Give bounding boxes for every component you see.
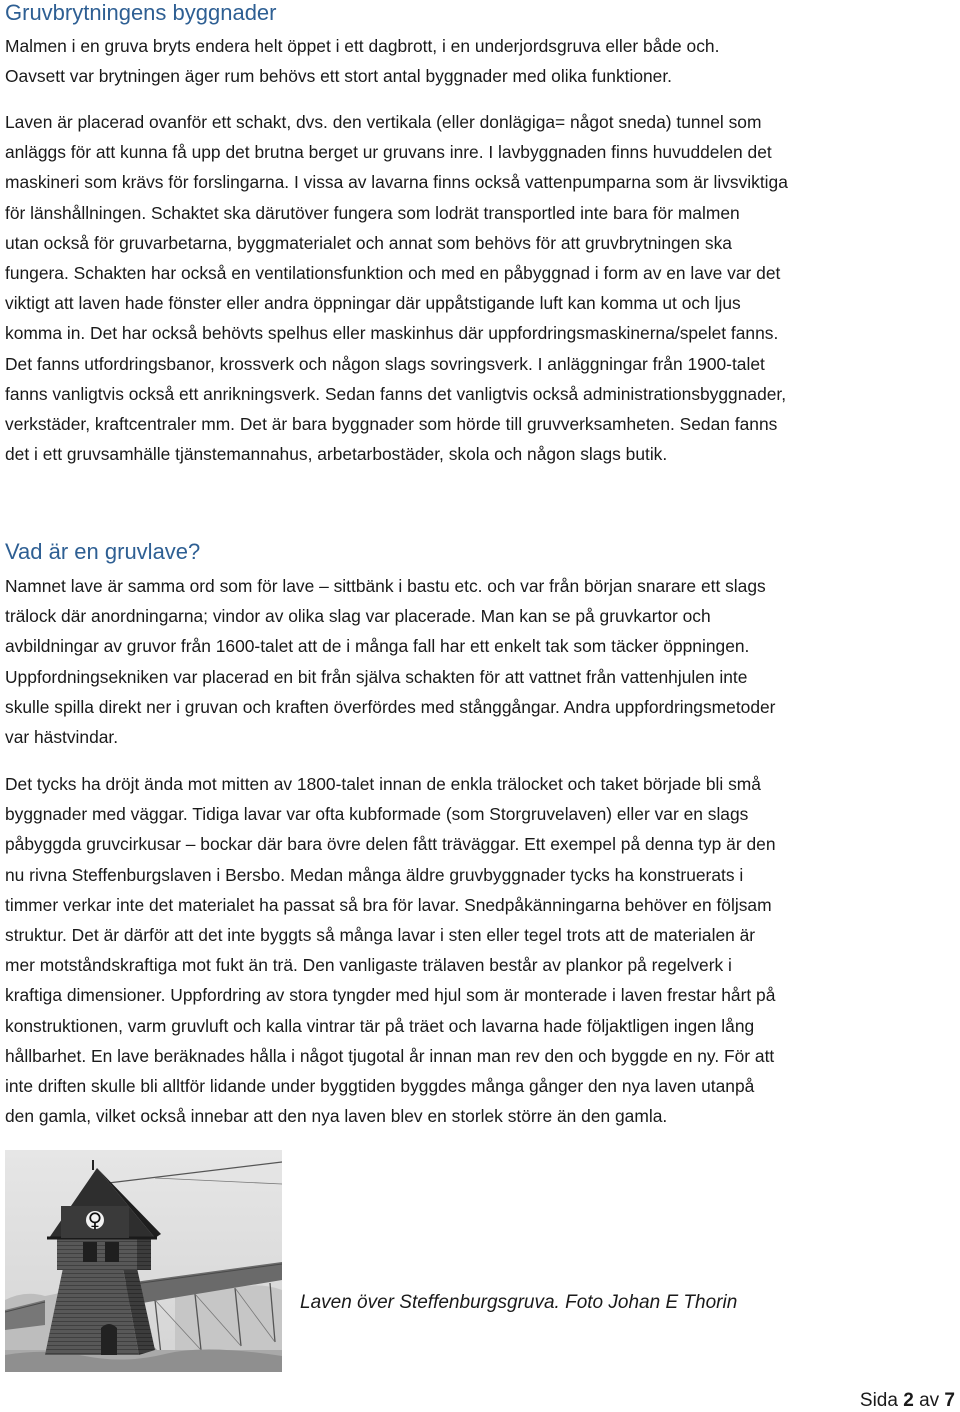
text-line: struktur. Det är därför att det inte byggts så många lavar i sten eller tegel trots att de materialen är — [5, 924, 756, 945]
intro-paragraph — [5, 31, 719, 91]
text-line: viktigt att laven hade fönster eller andra öppningar där uppåtstigande luft kan komma ut och ljus — [5, 293, 741, 314]
text-line: Det tycks ha dröjt ända mot mitten av 1800-talet innan de enkla trälocket och taket började bli små — [5, 774, 761, 794]
text-line: Malmen i en gruva bryts endera helt öppet i ett dagbrott, i en underjordsgruva eller både och. — [5, 36, 720, 56]
total-pages: 7 — [944, 1390, 955, 1411]
text-line: maskineri som krävs för forslingarna. I vissa av lavarna finns också vattenpumparna som är livsviktiga — [5, 172, 788, 193]
page-separator: av — [919, 1390, 940, 1411]
text-line: verkstäder, kraftcentraler mm. Det är bara byggnader som hörde till gruvverksamheten. Sedan fanns — [5, 413, 778, 434]
text-line: påbyggda gruvcirkusar – bockar där bara övre delen fått träväggar. Ett exempel på denna typ är den — [5, 834, 776, 855]
text-line: timmer verkar inte det materialet ha passat så bra för lavar. Snedpåkänningarna behöver en följsam — [5, 894, 772, 915]
text-line: anläggs för att kunna få upp det brutna berget ur gruvans inre. I lavbyggnaden finns huvuddelen det — [5, 142, 772, 163]
lave-history-paragraph — [5, 769, 776, 1131]
text-line: trälock där anordningarna; vindor av olika slag var placerade. Man kan se på gruvkartor och — [5, 606, 711, 627]
text-line: nu rivna Steffenburgslaven i Bersbo. Medan många äldre gruvbyggnader tycks ha konstruerats i — [5, 864, 744, 885]
text-line: Laven är placerad ovanför ett schakt, dvs. den vertikala (eller donlägiga= något sneda) tunnel som — [5, 112, 762, 132]
text-line: den gamla, vilket också innebar att den nya laven blev en storlek större än den gamla. — [5, 1106, 668, 1127]
text-line: Oavsett var brytningen äger rum behövs ett stort antal byggnader med olika funktioner. — [5, 66, 673, 87]
section-heading-what-is-lave: Vad är en gruvlave? — [5, 539, 201, 564]
text-line: Namnet lave är samma ord som för lave – sittbänk i bastu etc. och var från början snarare ett slags — [5, 576, 766, 596]
text-line: skulle spilla direkt ner i gruvan och kraften överfördes med stånggångar. Andra uppfordringsmetoder — [5, 696, 776, 717]
text-line: hållbarhet. En lave beräknades hålla i något tjugotal år innan man rev den och byggde en ny. För att — [5, 1045, 775, 1066]
lave-name-paragraph — [5, 571, 775, 752]
text-line: byggnader med väggar. Tidiga lavar var ofta kubformade (som Storgruvelaven) eller var en slags — [5, 804, 749, 825]
page-label: Sida — [859, 1390, 898, 1411]
text-line: Uppfordningsekniken var placerad en bit från själva schakten för att vattnet från vattenhjulen inte — [5, 666, 748, 687]
text-line: för länshållningen. Schaktet ska därutöver fungera som lodrät transportled inte bara för malmen — [5, 202, 740, 223]
venus-symbol-icon: ♀ — [87, 1208, 103, 1232]
text-line: fungera. Schakten har också en ventilationsfunktion och med en påbyggnad i form av en lave var det — [5, 262, 781, 283]
current-page: 2 — [903, 1390, 914, 1411]
text-line: fanns vanligtvis också ett anrikningsverk. Sedan fanns det vanligtvis också administrationsbyggnader, — [5, 383, 787, 404]
text-line: avbildningar av gruvor från 1600-talet att de i många fall har ett enkelt tak som täcker öppningen. — [5, 636, 750, 657]
text-line: konstruktionen, varm gruvluft och kalla vintrar tär på träet och lavarna hade följaktligen ingen lång — [5, 1015, 755, 1036]
photo-caption: Laven över Steffenburgsgruva. Foto Johan E Thorin — [300, 1292, 738, 1313]
text-line: komma in. Det har också behövts spelhus eller maskinhus där uppfordringsmaskinerna/spelet fanns. — [5, 323, 779, 344]
text-line: kraftiga dimensioner. Uppfordring av stora tyngder med hjul som är monterade i laven frestar hårt på — [5, 985, 776, 1006]
text-line: Det fanns utfordringsbanor, krossverk och någon slags sovringsverk. I anläggningar från 1900-talet — [5, 353, 765, 374]
text-line: det i ett gruvsamhälle tjänstemannahus, arbetarbostäder, skola och någon slags butik. — [5, 444, 668, 465]
buildings-paragraph — [5, 107, 788, 469]
mine-tower-photo — [5, 1150, 282, 1372]
text-line: var hästvindar. — [5, 726, 119, 747]
page-number — [860, 1390, 955, 1412]
section-heading-buildings: Gruvbrytningens byggnader — [5, 0, 277, 25]
text-line: mer motståndskraftiga mot fukt än trä. Den vanligaste trälaven består av plankor på regelverk i — [5, 955, 732, 976]
text-line: inte driften skulle bli alltför lidande under byggtiden byggdes många gånger den nya laven utanpå — [5, 1075, 755, 1096]
text-line: utan också för gruvarbetarna, byggmaterialet och annat som behövs för att gruvbrytningen ska — [5, 232, 732, 253]
